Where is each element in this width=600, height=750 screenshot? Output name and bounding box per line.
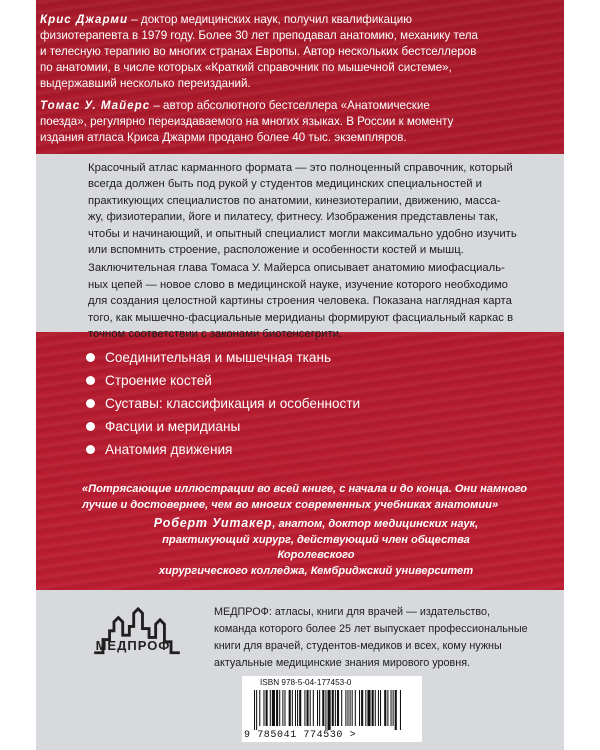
bullet-dot-icon [86, 376, 95, 385]
topic-item: Строение костей [86, 369, 526, 392]
topic-item: Соединительная и мышечная ткань [86, 346, 526, 369]
topic-item: Анатомия движения [86, 438, 526, 461]
quote-author-name: Роберт Уитакер [153, 516, 273, 530]
barcode-icon [254, 690, 404, 730]
medprof-logo-icon [92, 598, 182, 668]
bio-jarmey: Крис Джарми – доктор медицинских наук, получил квалификацию физиотерапевта в 1979 году. Более 30 лет преподавал анатомию, механику тела и телесную терапию во многих странах Европы. Автор нескольких бестселлеров по анатомии, в числе которых «Краткий справочник по мышечной системе», выдержавший несколько переизданий. [40, 13, 478, 90]
description-paragraph-2: Заключительная глава Томаса У. Майерса описывает анатомию миофасциаль- ных цепей — новое слово в медицинской науке, изучение которого необходимо для создания целостной картины строения человека. Показана наглядная карта того, как мышечно-фасциальные меридианы формируют фасциальный каркас в точном соответствии с законами биотенсегрити. [88, 262, 514, 341]
barcode-digits: 9 785041 774530 > [244, 730, 357, 741]
topic-item: Суставы: классификация и особенности [86, 392, 526, 415]
author-name-jarmey: Крис Джарми [40, 13, 129, 26]
description-text [88, 160, 528, 344]
topic-list [86, 346, 526, 461]
bullet-dot-icon [86, 445, 95, 454]
review-quote: «Потрясающие иллюстрации во всей книге, с начала и до конца. Они намного лучше и достовернее, чем во многих современных учебниках анатомии» [82, 483, 528, 511]
bio-myers: Томас У. Майерс – автор абсолютного бестселлера «Анатомические поезда», регулярно переиздаваемого на многих языках. В России к моменту издания атласа Криса Джарми продано более 40 тыс. экземпляров. [40, 99, 454, 144]
bullet-dot-icon [86, 422, 95, 431]
isbn-number: ISBN 978-5-04-177453-0 [260, 678, 352, 687]
description-paragraph-1: Красочный атлас карманного формата — это полноценный справочник, который всегда должен быть под рукой у студентов медицинских специальностей и практикующих специалистов по анатомии, кинезиотерапии, движению, масса- жу, физиотерапии, йоге и пилатесу, фитнесу. Изображения представлены так, чтобы и начинающий, и опытный специалист могли максимально удобно изучить или вспомнить строение, расположение и особенности костей и мышц. [88, 162, 517, 257]
medprof-logo-text: МЕДПРОФ [95, 638, 171, 653]
quote-attribution: Роберт Уитакер, анатом, доктор медицинских наук, практикующий хирург, действующий член общества Королевского хирургического колледжа, Кембриджский университет [153, 516, 479, 577]
author-bios [40, 12, 496, 152]
bullet-dot-icon [86, 353, 95, 362]
publisher-description: МЕДПРОФ: атласы, книги для врачей — издательство, команда которого более 25 лет выпускает профессиональные книги для врачей, студентов-медиков и всех, кому нужны актуальные медицинские знания мирового уровня. [214, 606, 528, 669]
bullet-dot-icon [86, 399, 95, 408]
author-name-myers: Томас У. Майерс [40, 99, 151, 112]
topic-item: Фасции и меридианы [86, 415, 526, 438]
